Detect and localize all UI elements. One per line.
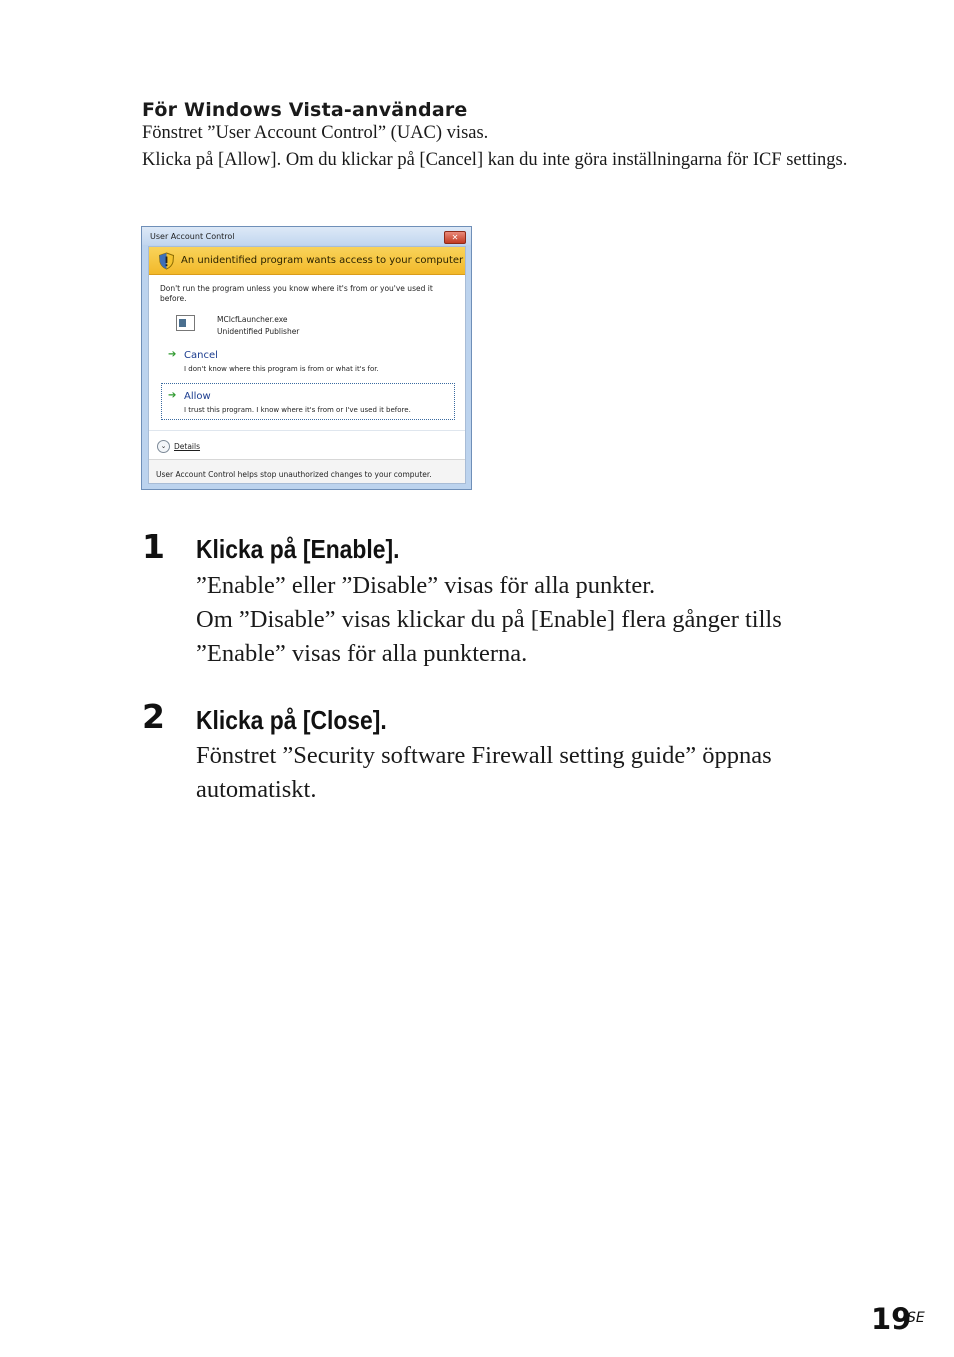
cancel-option-label: Cancel [184,350,218,361]
uac-warning-text: Don't run the program unless you know where it's from or you've used it before. [160,284,433,303]
arrow-right-icon: ➔ [168,390,177,401]
details-link[interactable]: Details [174,442,201,451]
close-icon[interactable]: ✕ [444,231,466,244]
intro-text-allow: Klicka på [Allow]. Om du klickar på [Cancel] kan du inte göra inställningarna för ICF settings. [142,150,848,170]
step-title: Klicka på [Enable]. [196,534,400,564]
step-line: Fönstret ”Security software Firewall setting guide” öppnas [196,742,772,769]
chevron-down-icon[interactable]: ⌄ [157,440,170,453]
section-heading: För Windows Vista-användare [142,99,468,121]
arrow-right-icon: ➔ [168,349,177,360]
allow-option-label: Allow [184,391,211,402]
uac-body [148,246,466,484]
step-line: automatiskt. [196,776,317,803]
uac-dialog [141,226,472,490]
cancel-option-desc: I don't know where this program is from or what it's for. [184,365,379,373]
step-line: Om ”Disable” visas klickar du på [Enable] flera gånger tills [196,606,782,633]
shield-warning-icon [158,252,175,270]
step-number: 2 [142,697,165,736]
allow-option-desc: I trust this program. I know where it's from or I've used it before. [184,406,411,414]
intro-text-uac: Fönstret ”User Account Control” (UAC) visas. [142,123,489,143]
program-icon [176,315,195,331]
step-line: ”Enable” eller ”Disable” visas för alla punkter. [196,572,656,599]
program-name: MCIcfLauncher.exe [217,315,288,324]
uac-titlebar [142,227,471,245]
page-language-suffix: SE [907,1310,925,1326]
uac-banner-text: An unidentified program wants access to your computer [181,255,464,266]
step-number: 1 [142,527,165,566]
program-publisher: Unidentified Publisher [217,327,300,336]
uac-banner [149,247,465,275]
uac-footer-text: User Account Control helps stop unauthorized changes to your computer. [156,470,432,479]
uac-footer [149,459,465,483]
page-number: 19 [871,1302,912,1336]
step-line: ”Enable” visas för alla punkterna. [196,640,528,667]
step-title: Klicka på [Close]. [196,705,387,735]
divider [149,430,465,431]
uac-title: User Account Control [150,232,235,241]
